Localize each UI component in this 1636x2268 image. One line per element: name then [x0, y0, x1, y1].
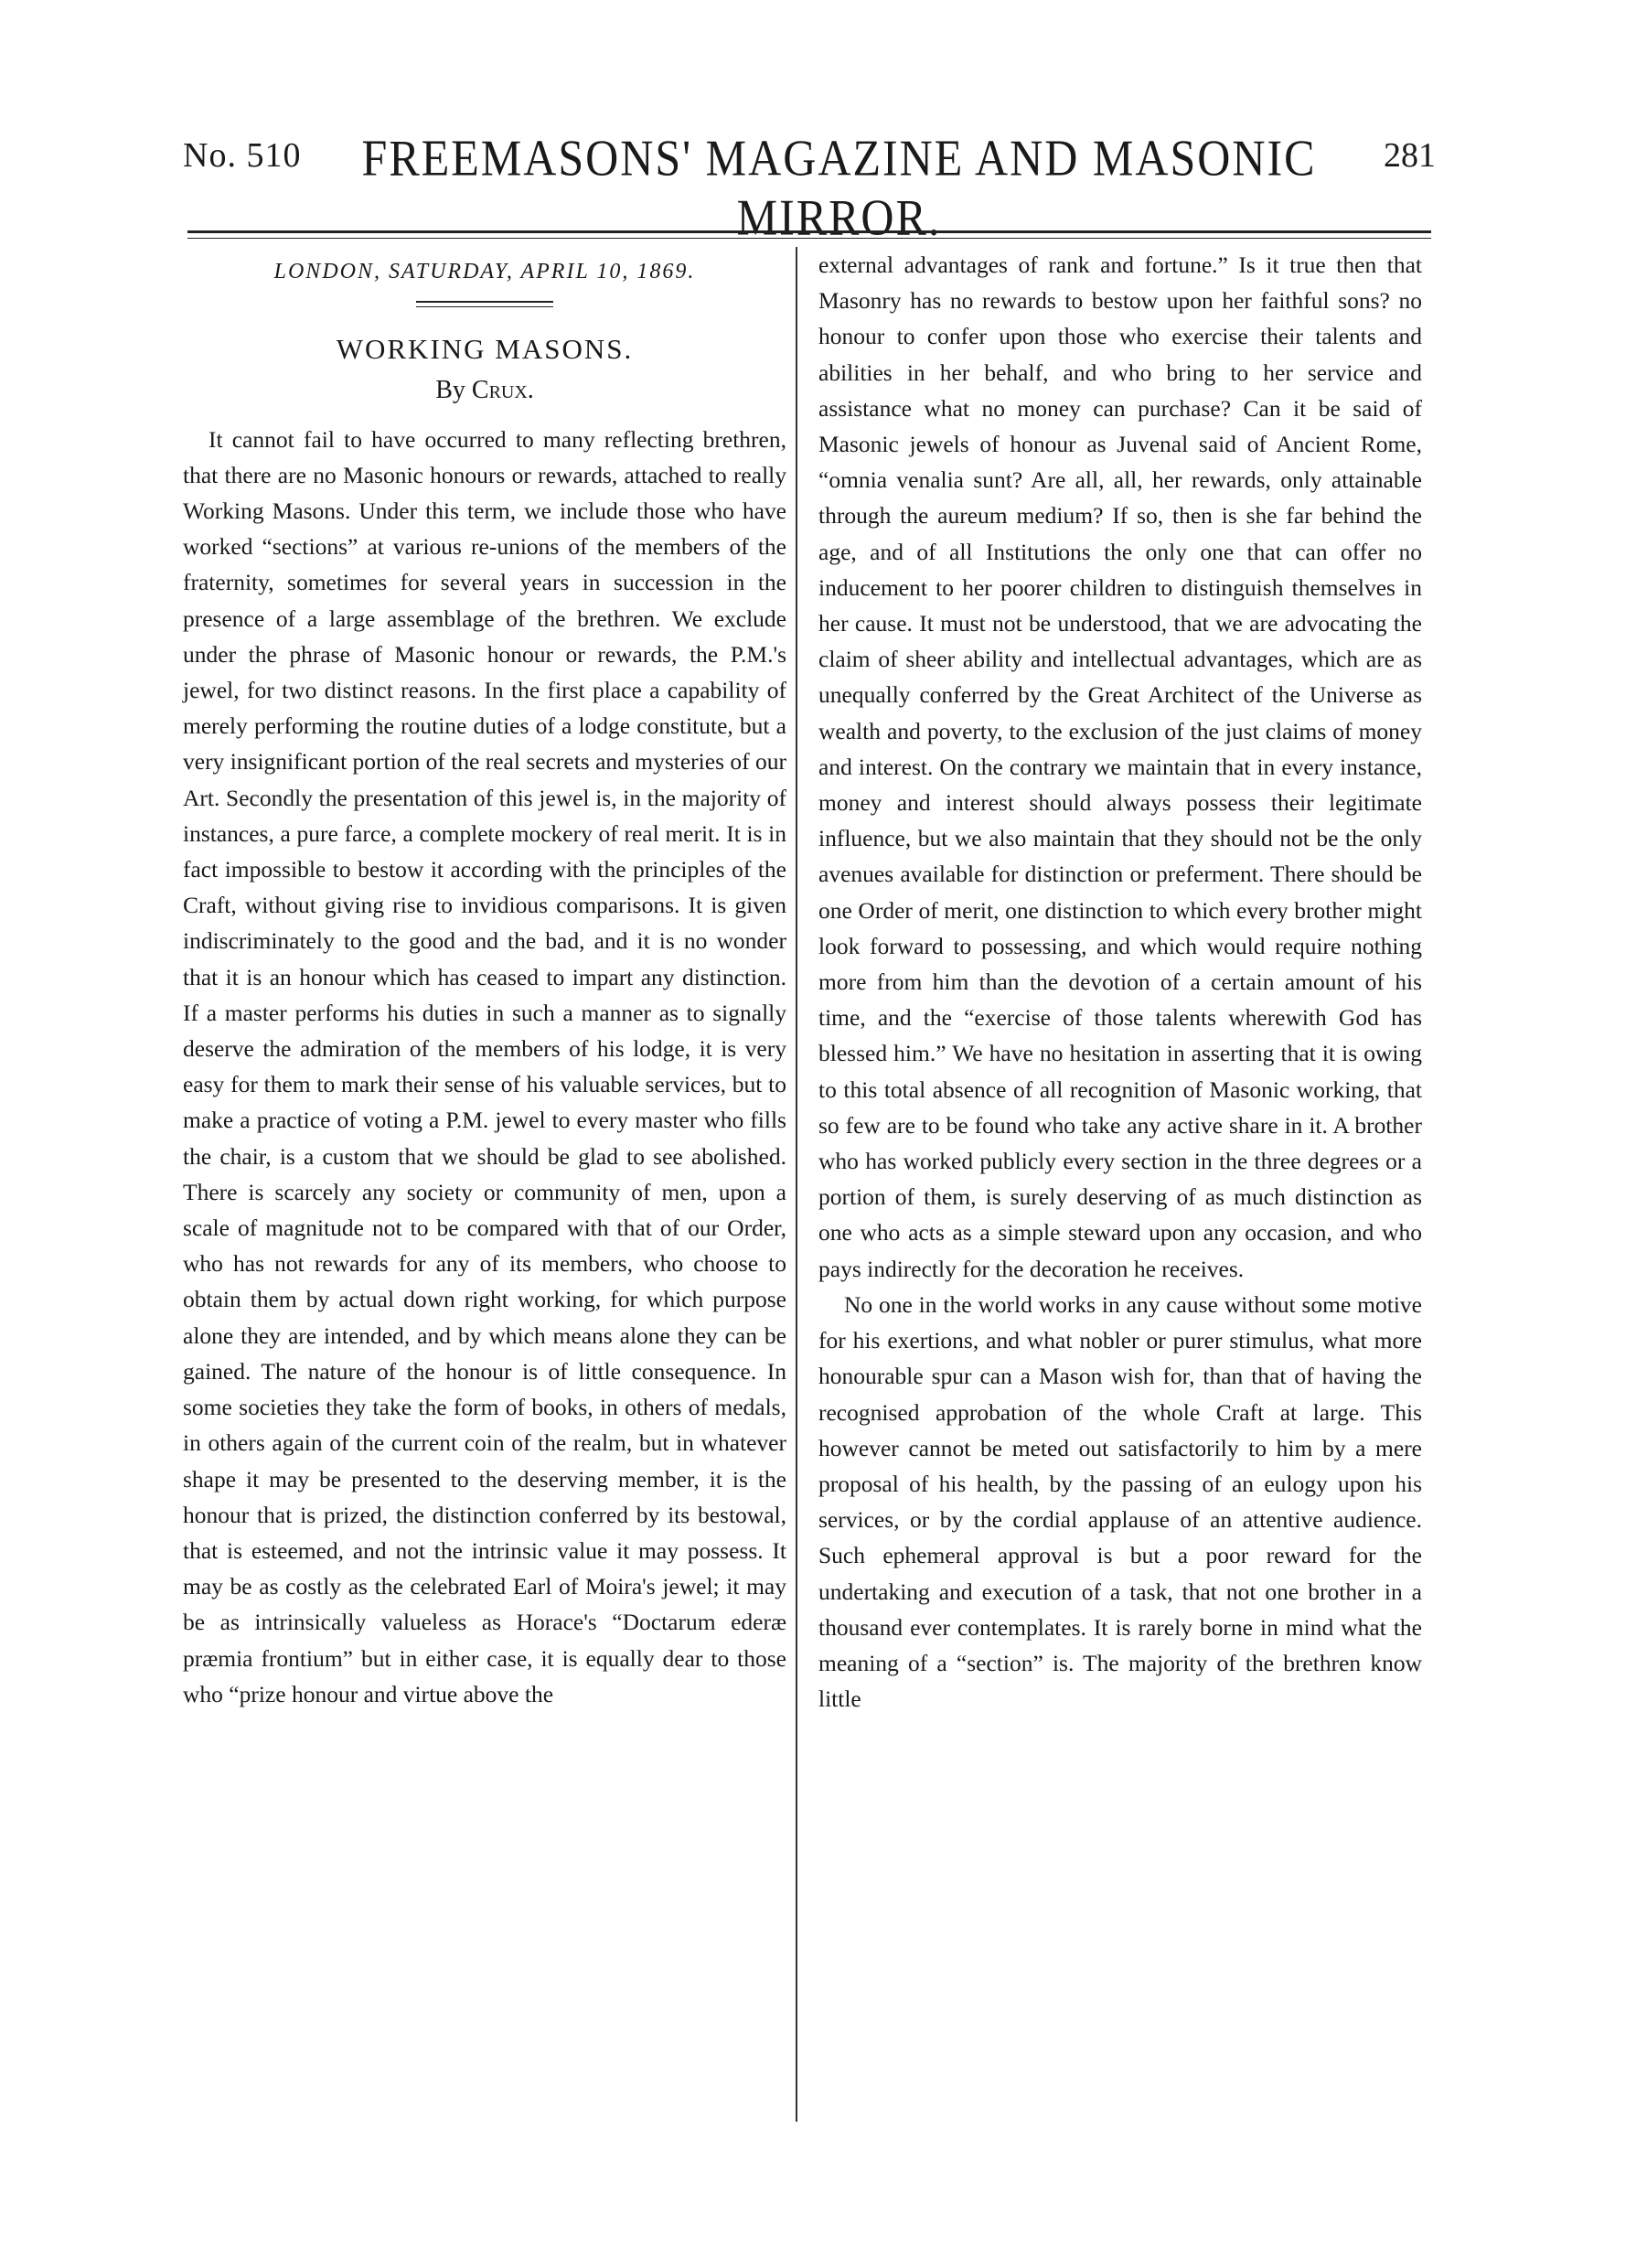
paragraph: external advantages of rank and fortune.” Is it true then that Masonry has no rewards to bestow upon her faithful sons? no honour to confer upon those who exercise their talents and abilities in her behalf, and who bring to her service and assistance what no money can purchase? Can it be said of Masonic jewels of honour as Juvenal said of Ancient Rome, “omnia venalia sunt? Are all, all, her rewards, only attainable through the aureum medium? If so, then is she far behind the age, and of all Institutions the only one that can offer no inducement to her poorer children to distinguish themselves in her cause. It must not be understood, that we are advocating the claim of sheer ability and intellectual advantages, which are as unequally conferred by the Great Architect of the Universe as wealth and poverty, to the exclusion of the just claims of money and interest. On the contrary we maintain that in every instance, money and interest should always possess their legitimate influence, but we also maintain that they should not be the only avenues available for distinction or preferment. There should be one Order of merit, one distinction to which every brother might look forward to possessing, and which would require nothing more from him than the devotion of a certain amount of his time, and the “exercise of those talents wherewith God has blessed him.” We have no hesitation in asserting that it is owing to this total absence of all recognition of Masonic working, that so few are to be found who take any active share in it. A brother who has worked publicly every section in the three degrees or a portion of them, is surely deserving of as much distinction as one who acts as a simple steward upon any occasion, and who pays indirectly for the decoration he receives.: [818, 251, 1422, 1282]
article-headline: WORKING MASONS.: [336, 333, 634, 366]
column-divider: [796, 247, 797, 2122]
right-column: [818, 247, 1422, 1717]
dateline-rule-thin: [416, 306, 553, 307]
dateline: LONDON, SATURDAY, APRIL 10, 1869.: [273, 260, 696, 284]
page-number: 281: [1384, 136, 1436, 175]
byline-author: Crux.: [471, 376, 534, 405]
magazine-title: FREEMASONS' MAGAZINE AND MASONIC MIRROR.: [361, 129, 1317, 246]
byline: [183, 372, 786, 408]
paragraph: No one in the world works in any cause without some motive for his exertions, and what nobler or purer stimulus, what more honourable spur can a Mason wish for, than that of having the recognised approbation of the whole Craft at large. This however cannot be meted out satisfactorily to him by a mere proposal of his health, by the passing of an eulogy upon his services, or by the cordial applause of an attentive audience. Such ephemeral approval is but a poor reward for the undertaking and execution of a task, that not one brother in a thousand ever contemplates. It is rarely borne in mind what the meaning of a “section” is. The majority of the brethren know little: [818, 1290, 1422, 1713]
issue-number: No. 510: [183, 136, 302, 175]
header-rule-thick: [187, 230, 1431, 233]
byline-prefix: By: [435, 376, 465, 405]
dateline-rule: [416, 301, 553, 303]
paragraph: It cannot fail to have occurred to many reflecting brethren, that there are no Masonic honours or rewards, attached to really Working Masons. Under this term, we include those who have worked “sections” at various re-unions of the members of the fraternity, sometimes for several years in succession in the presence of a large assemblage of the brethren. We exclude under the phrase of Masonic honour or rewards, the P.M.'s jewel, for two distinct reasons. In the first place a capability of merely performing the routine duties of a lodge constitute, but a very insignificant portion of the real secrets and mysteries of our Art. Secondly the presentation of this jewel is, in the majority of instances, a pure farce, a complete mockery of real merit. It is in fact impossible to bestow it according with the principles of the Craft, without giving rise to invidious comparisons. It is given indiscriminately to the good and the bad, and it is no wonder that it is an honour which has ceased to impart any distinction. If a master performs his duties in such a manner as to signally deserve the admiration of the members of his lodge, it is very easy for them to mark their sense of his valuable services, but to make a practice of voting a P.M. jewel to every master who fills the chair, is a custom that we should be glad to see abolished. There is scarcely any society or community of men, upon a scale of magnitude not to be compared with that of our Order, who has not rewards for any of its members, who choose to obtain them by actual down right working, for which purpose alone they are intended, and by which means alone they can be gained. The nature of the honour is of little consequence. In some societies they take the form of books, in others of medals, in others again of the current coin of the realm, but in whatever shape it may be presented to the deserving member, it is the honour that is prized, the distinction conferred by its bestowal, that is esteemed, and not the intrinsic value it may possess. It may be as costly as the celebrated Earl of Moira's jewel; it may be as intrinsically valueless as Horace's “Doctarum ederæ præmia frontium” but in either case, it is equally dear to those who “prize honour and virtue above the: [183, 425, 786, 1707]
masthead: [183, 128, 1436, 246]
header-rule-thin: [187, 238, 1431, 239]
left-column: [183, 247, 786, 1712]
